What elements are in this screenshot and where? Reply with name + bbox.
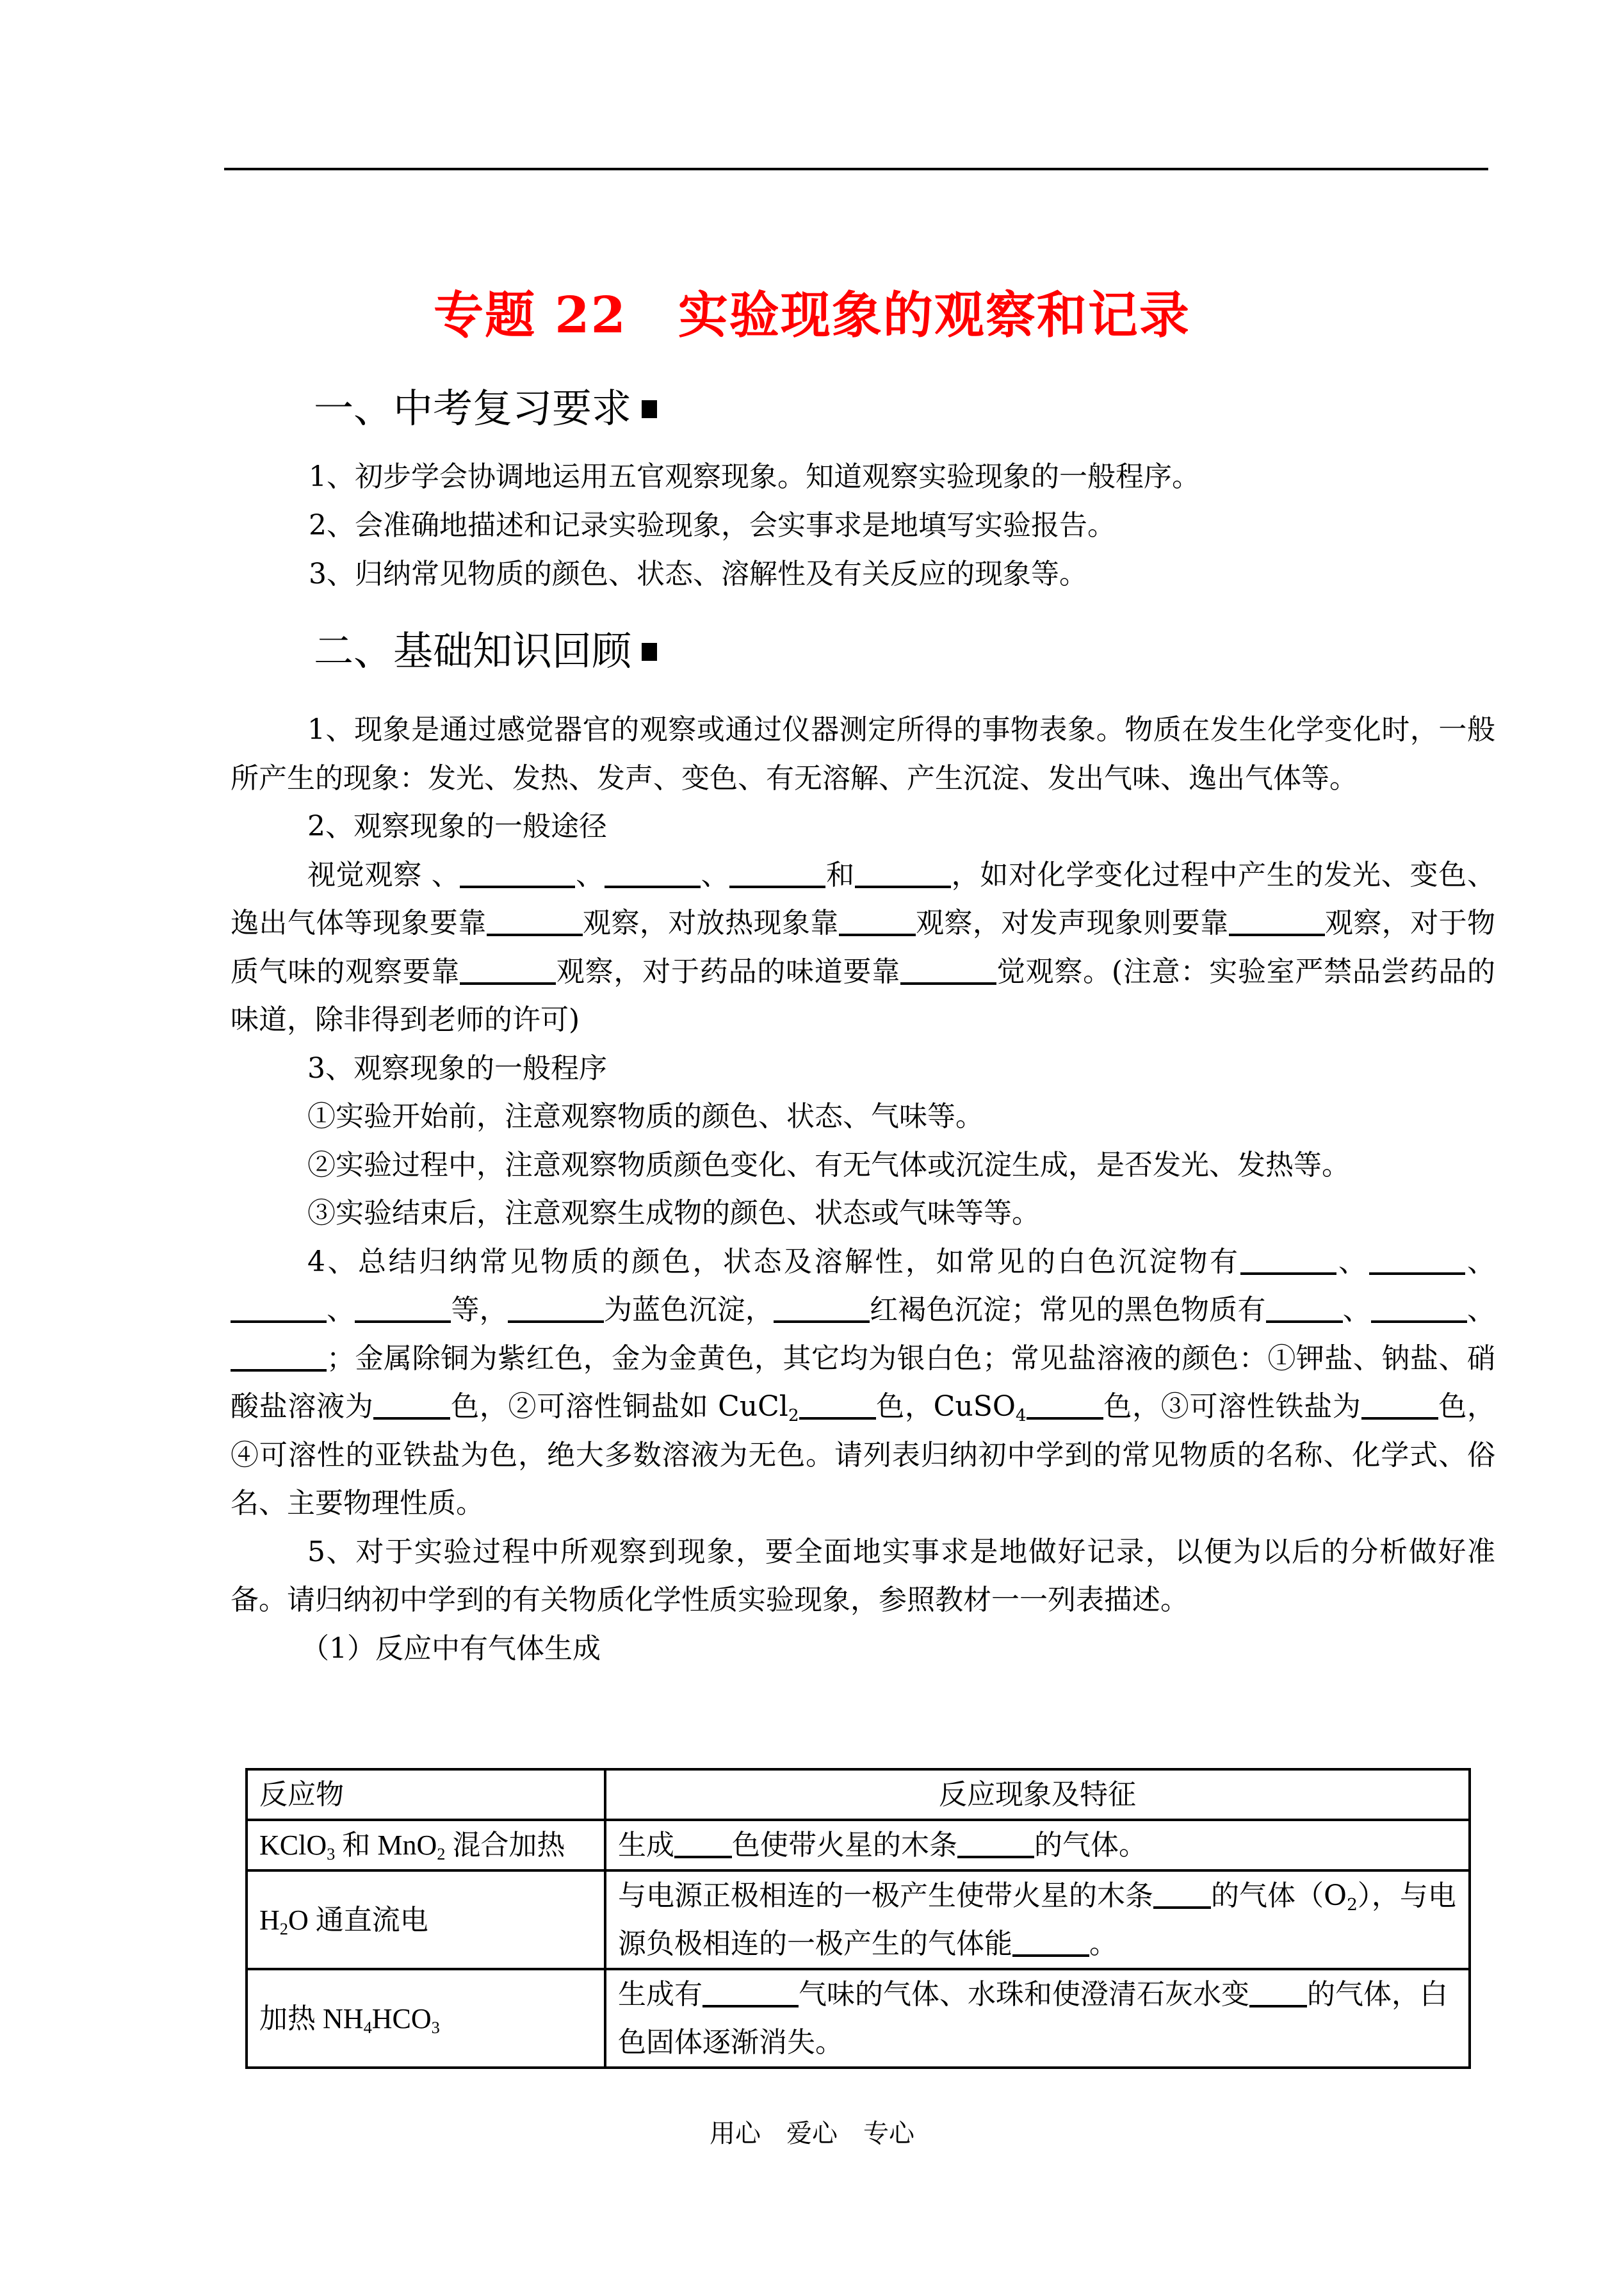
subscript: 2 bbox=[279, 1918, 288, 1938]
cell-phenomenon bbox=[605, 1870, 1470, 1969]
fill-blank[interactable] bbox=[1153, 1881, 1211, 1909]
procedure-step: ①实验开始前，注意观察物质的颜色、状态、气味等。 bbox=[307, 1100, 984, 1133]
table-row bbox=[247, 1870, 1470, 1969]
text-run: 气味的气体、水珠和使澄清石灰水变 bbox=[799, 1978, 1249, 2011]
fill-blank[interactable] bbox=[1249, 1979, 1307, 2007]
fill-blank[interactable] bbox=[1229, 908, 1325, 936]
subscript: 2 bbox=[1347, 1895, 1358, 1915]
procedure-step: ③实验结束后，注意观察生成物的颜色、状态或气味等等。 bbox=[307, 1197, 1040, 1229]
text-run: 。 bbox=[1089, 1927, 1117, 1960]
section-heading-text: 一、中考复习要求 bbox=[314, 385, 632, 432]
text-run: 红褐色沉淀；常见的黑色物质有 bbox=[870, 1293, 1266, 1326]
text-run: 色，②可溶性铜盐如 CuCl bbox=[450, 1390, 788, 1423]
list-item: 3、归纳常见物质的颜色、状态、溶解性及有关反应的现象等。 bbox=[309, 558, 1087, 590]
text-run: HCO bbox=[371, 2002, 432, 2034]
fill-blank[interactable] bbox=[487, 908, 583, 936]
text-run: 、 bbox=[1336, 1245, 1369, 1278]
header-rule bbox=[224, 168, 1488, 170]
page-footer: 用心 爱心 专心 bbox=[710, 2119, 914, 2148]
text-run: 、 bbox=[327, 1293, 355, 1326]
cell-reactant bbox=[247, 1820, 605, 1870]
text-run: KClO bbox=[259, 1829, 327, 1861]
text-run: 观察，对放热现象靠 bbox=[582, 907, 839, 939]
fill-blank[interactable] bbox=[957, 1830, 1034, 1858]
page-title: 专题 22 实验现象的观察和记录 bbox=[434, 286, 1190, 345]
paragraph-phenomenon: 1、现象是通过感觉器官的观察或通过仪器测定所得的事物表象。物质在发生化学变化时，一般所产生的现象：发光、发热、发声、变色、有无溶解、产生沉淀、发出气味、逸出气体等。 bbox=[231, 713, 1495, 795]
text-run: 与电源正极相连的一极产生使带火星的木条 bbox=[618, 1879, 1153, 1912]
text-run: 生成 bbox=[618, 1829, 674, 1861]
paragraph-observation-methods bbox=[231, 851, 1495, 1044]
list-item: 2、会准确地描述和记录实验现象，会实事求是地填写实验报告。 bbox=[309, 509, 1116, 542]
fill-blank[interactable] bbox=[900, 957, 996, 985]
text-run: 加热 NH bbox=[259, 2002, 364, 2034]
text-run: 等， bbox=[451, 1293, 508, 1326]
text-run: 和 MnO bbox=[335, 1829, 437, 1861]
text-run: 的气体。 bbox=[1034, 1829, 1147, 1861]
fill-blank[interactable] bbox=[1266, 1295, 1343, 1323]
text-run: 、 bbox=[700, 858, 730, 891]
fill-blank[interactable] bbox=[855, 860, 951, 888]
fill-blank[interactable] bbox=[1027, 1391, 1103, 1420]
text-run: 觉观察。(注意：实验室严禁品尝药品的味道，除非得到老师的许可) bbox=[231, 955, 1496, 1036]
fill-blank[interactable] bbox=[460, 957, 556, 985]
cell-reactant bbox=[247, 1870, 605, 1969]
fill-blank[interactable] bbox=[774, 1295, 870, 1323]
square-bullet-icon bbox=[642, 643, 657, 661]
fill-blank[interactable] bbox=[460, 860, 575, 888]
fill-blank[interactable] bbox=[674, 1830, 732, 1858]
fill-blank[interactable] bbox=[355, 1295, 451, 1323]
text-run: 混合加热 bbox=[445, 1829, 565, 1861]
cell-phenomenon bbox=[605, 1969, 1470, 2068]
table-header-row bbox=[247, 1769, 1470, 1820]
text-run: 、 bbox=[1466, 1293, 1496, 1326]
text-run: 和 bbox=[825, 858, 855, 891]
text-run: 色，④可溶性的亚铁盐为色，绝大多数溶液为无色。请列表归纳初中学到的常见物质的名称、化学式、俗名、主要物理性质。 bbox=[231, 1390, 1496, 1520]
fill-blank[interactable] bbox=[231, 1343, 327, 1372]
text-run: 、 bbox=[1465, 1245, 1495, 1278]
text-run: 色，③可溶性铁盐为 bbox=[1103, 1390, 1361, 1423]
fill-blank[interactable] bbox=[839, 908, 916, 936]
text-run: 观察，对发声现象则要靠 bbox=[915, 907, 1229, 939]
fill-blank[interactable] bbox=[605, 860, 701, 888]
text-run: 、 bbox=[575, 858, 605, 891]
gas-reaction-table bbox=[245, 1768, 1471, 2069]
subscript: 4 bbox=[363, 2017, 372, 2037]
section-heading-basics bbox=[314, 626, 657, 677]
text-run: ），与电源负极相连的一极产生的气体能 bbox=[618, 1879, 1456, 1960]
section-heading-text: 二、基础知识回顾 bbox=[314, 628, 632, 674]
subscript: 2 bbox=[437, 1844, 446, 1863]
paragraph-observation-title: 2、观察现象的一般途径 bbox=[307, 810, 607, 843]
fill-blank[interactable] bbox=[1361, 1391, 1438, 1420]
section-heading-requirements bbox=[314, 383, 657, 434]
paragraph-procedure-title: 3、观察现象的一般程序 bbox=[307, 1051, 607, 1085]
text-run: 的气体，白色固体逐渐消失。 bbox=[618, 1978, 1448, 2059]
text-run: ；金属除铜为紫红色，金为金黄色，其它均为银白色；常见盐溶液的颜色：①钾盐、钠盐、硝酸盐溶液为 bbox=[231, 1342, 1495, 1423]
table-row bbox=[247, 1820, 1470, 1870]
text-run: 、 bbox=[1342, 1293, 1371, 1326]
fill-blank[interactable] bbox=[373, 1391, 450, 1420]
basics-body bbox=[231, 706, 1495, 1673]
requirements-list bbox=[309, 453, 1200, 599]
fill-blank[interactable] bbox=[1240, 1247, 1336, 1275]
fill-blank[interactable] bbox=[799, 1391, 876, 1420]
text-run: 4、总结归纳常见物质的颜色，状态及溶解性，如常见的白色沉淀物有 bbox=[307, 1245, 1240, 1278]
table-row bbox=[247, 1969, 1470, 2068]
fill-blank[interactable] bbox=[1371, 1295, 1467, 1323]
text-run: 生成有 bbox=[618, 1978, 702, 2011]
text-run: 色，CuSO bbox=[875, 1390, 1016, 1423]
fill-blank[interactable] bbox=[729, 860, 825, 888]
header-phenomenon: 反应现象及特征 bbox=[605, 1769, 1470, 1820]
subsection-title: （1）反应中有气体生成 bbox=[301, 1632, 601, 1665]
fill-blank[interactable] bbox=[231, 1295, 327, 1323]
list-item: 1、初步学会协调地运用五官观察现象。知道观察实验现象的一般程序。 bbox=[309, 460, 1200, 493]
fill-blank[interactable] bbox=[508, 1295, 604, 1323]
paragraph-recording: 5、对于实验过程中所观察到现象，要全面地实事求是地做好记录，以便为以后的分析做好准备。请归纳初中学到的有关物质化学性质实验现象，参照教材一一列表描述。 bbox=[231, 1535, 1495, 1616]
text-run: 色使带火星的木条 bbox=[732, 1829, 957, 1861]
fill-blank[interactable] bbox=[1012, 1929, 1089, 1957]
paragraph-colors bbox=[231, 1238, 1495, 1528]
square-bullet-icon bbox=[642, 400, 657, 418]
text-run: 的气体（O bbox=[1211, 1879, 1347, 1912]
header-reactant: 反应物 bbox=[247, 1769, 605, 1820]
fill-blank[interactable] bbox=[702, 1979, 799, 2007]
subscript: 2 bbox=[788, 1406, 799, 1425]
text-run: H bbox=[259, 1904, 280, 1936]
text-run: O 通直流电 bbox=[288, 1904, 428, 1936]
cell-reactant bbox=[247, 1969, 605, 2068]
text-run: ，如对化学变化过程中产生的发光、变色、逸出气体等现象要靠 bbox=[231, 858, 1495, 939]
text-run: 视觉观察 、 bbox=[307, 858, 460, 891]
cell-phenomenon bbox=[605, 1820, 1470, 1870]
text-run: 为蓝色沉淀， bbox=[603, 1293, 774, 1326]
subscript: 3 bbox=[327, 1844, 336, 1863]
subscript: 3 bbox=[431, 2017, 440, 2037]
text-run: 观察，对于物质气味的观察要靠 bbox=[231, 907, 1496, 988]
text-run: 观察，对于药品的味道要靠 bbox=[556, 955, 901, 988]
procedure-step: ②实验过程中，注意观察物质颜色变化、有无气体或沉淀生成，是否发光、发热等。 bbox=[307, 1148, 1350, 1181]
subscript: 4 bbox=[1015, 1406, 1027, 1425]
fill-blank[interactable] bbox=[1369, 1247, 1465, 1275]
